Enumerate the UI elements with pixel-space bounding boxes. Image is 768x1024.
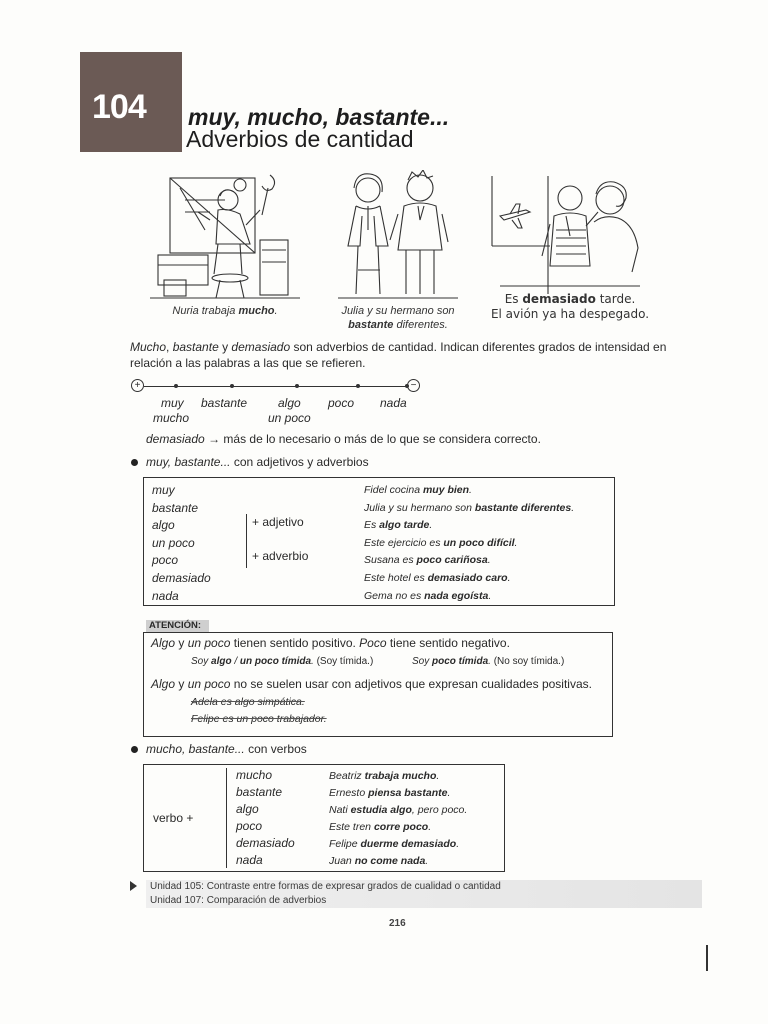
wrong-example-1: Adela es algo simpática. [191,696,305,708]
example-post: . [428,821,432,833]
example-post: . [436,770,440,782]
example-pre: Beatriz [329,770,365,782]
scale-dot [295,384,299,388]
example-post: . [571,501,575,514]
minus-icon: − [407,379,420,392]
intro-word-bastante: bastante [172,340,219,354]
bullet-icon [131,746,138,753]
atencion-i1: Algo [151,636,176,650]
example-post: . [514,536,518,549]
example-post: . [487,554,491,567]
example-row [329,768,467,785]
adverb-item: nada [152,588,179,603]
example-bold: corre poco [373,821,429,833]
example-post: , pero poco. [411,804,468,816]
example-row [364,588,574,606]
example-row [329,819,467,836]
caption-airport-line1 [490,292,650,307]
illustration-julia-brother [338,170,458,302]
example-list [364,482,574,605]
illustration-airport [490,176,650,296]
section1-italic: muy, bastante... [146,455,231,469]
example-bold: poco cariñosa [416,554,488,567]
atencion-t1: y [175,636,188,650]
caption-julia-bold: bastante [348,319,394,331]
atencion2-i2: un poco [187,677,231,691]
example-bold: bastante diferentes [474,501,572,514]
scale-label: un poco [268,411,311,425]
section1-rest: con adjetivos y adverbios [230,455,369,469]
atencion2-t2: no se suelen usar con adjetivos que expresan cualidades positivas. [230,677,592,691]
example-bold: demasiado caro [427,571,508,584]
atencion-t2: tienen sentido positivo. [230,636,360,650]
illustration-nuria-working [150,170,300,302]
example-bold: no come nada [354,855,426,867]
intro-paragraph [130,339,675,371]
adverb-item: algo [236,802,259,816]
ex1-b: algo [211,656,232,667]
unit-subtitle: Adverbios de cantidad [186,126,414,152]
example-post: . [447,787,451,799]
example-bold: piensa bastante [368,787,448,799]
atencion-line1 [151,636,510,650]
example-row [364,535,574,553]
example-pre: Este ejercicio es [364,536,444,549]
adverb-item: poco [236,819,263,833]
caption-julia-line2 [328,318,468,332]
verbo-label: verbo + [153,811,194,825]
table-divider [246,514,247,568]
example-pre: Es [364,519,380,532]
adverb-item: bastante [152,500,199,515]
example-post: . [429,519,433,532]
section2-rest: con verbos [244,742,307,756]
page-number: 216 [389,918,406,929]
scale-dot [356,384,360,388]
example-pre: Juan [329,855,355,867]
example-row [364,482,574,500]
caption-julia-post: diferentes. [393,319,448,331]
scale-label: muy [161,396,184,410]
example-pre: Este tren [329,821,374,833]
example-pre: Este hotel es [364,571,428,584]
example-row [364,517,574,535]
example-pre: Susana es [364,554,417,567]
atencion-label: ATENCIÓN: [146,620,209,632]
example-row [329,836,467,853]
adverb-item: muy [152,483,175,497]
caption-nuria-bold: mucho [238,305,275,317]
caption-airport-l1c: tarde. [595,292,636,306]
intro-word-demasiado: demasiado [231,340,291,354]
atencion-t3: tiene sentido negativo. [386,636,510,650]
adverb-item: bastante [236,785,283,799]
example-pre: Julia y su hermano son [364,501,475,514]
caption-nuria-pre: Nuria trabaja [172,305,239,317]
example-bold: trabaja mucho [364,770,437,782]
unit-title: muy, mucho, bastante... [188,104,450,130]
scale-dot [174,384,178,388]
caption-julia [328,304,468,332]
caption-nuria-post: . [274,305,278,317]
table-adverbs-adjectives [143,477,615,606]
adverb-item: nada [236,853,263,867]
atencion-line2 [151,677,592,691]
ex1-e: . [311,656,314,667]
plus-adverbio: + adverbio [252,549,309,563]
plus-icon: + [131,379,144,392]
example-pre: Fidel cocina [364,484,423,496]
ex2-d: (No soy tímida.) [490,656,565,667]
intro-sep2: y [218,340,232,354]
scale-dot [230,384,234,388]
caption-julia-line1: Julia y su hermano son [341,305,455,317]
table-adverbs-verbs [143,764,505,872]
demasiado-note [146,432,541,446]
arrow-icon: → [208,432,221,446]
scale-label: poco [328,396,355,410]
caption-nuria [160,304,290,318]
caption-airport-l1a: Es [504,292,523,306]
example-pre: Ernesto [329,787,369,799]
scale-dot [405,384,409,388]
example-post: . [488,589,492,602]
cross-references [130,880,700,910]
ex2-c: . [488,656,491,667]
reference-unit-105[interactable]: Unidad 105: Contraste entre formas de expresar grados de cualidad o cantidad [150,881,501,892]
atencion-example2 [412,656,564,667]
example-row [329,853,467,870]
atencion-box [143,632,613,737]
example-row [364,500,574,518]
ex1-f: (Soy tímida.) [313,656,374,667]
bullet-icon [131,459,138,466]
example-post: . [469,484,472,496]
demasiado-text: más de lo necesario o más de lo que se considera correcto. [220,432,541,446]
section-heading-adjetivos [131,455,369,469]
atencion-i3: Poco [359,636,387,650]
adverb-item: algo [152,518,175,533]
wrong-example-2: Felipe es un poco trabajador. [191,713,327,725]
example-bold: nada egoísta [424,589,489,602]
intro-rest: son adverbios de cantidad. Indican diferentes grados de intensidad en relación a las palabras a las que se refieren. [130,340,667,370]
reference-unit-107[interactable]: Unidad 107: Comparación de adverbios [150,895,327,906]
scale-label: nada [380,396,407,410]
example-bold: un poco difícil [443,536,515,549]
triangle-right-icon [130,881,137,891]
caption-airport-line2: El avión ya ha despegado. [490,307,650,321]
example-row [329,802,467,819]
ex1-a: Soy [191,656,212,667]
example-row [329,785,467,802]
example-list [329,768,467,870]
scale-label: bastante [201,396,248,410]
page-edge-mark [706,945,708,971]
example-row [364,570,574,588]
table-divider [226,768,227,868]
example-post: . [507,571,511,584]
section-heading-verbos [131,742,307,756]
example-bold: estudia algo [350,804,412,816]
caption-airport [490,292,650,322]
example-pre: Gema no es [364,589,425,602]
example-post: . [425,855,429,867]
atencion-i2: un poco [187,636,231,650]
demasiado-word: demasiado [146,432,205,446]
ex1-c: / [231,656,240,667]
scale-label: mucho [153,411,190,425]
ex2-a: Soy [412,656,433,667]
caption-airport-bold: demasiado [522,292,596,306]
intro-sep1: , [166,340,173,354]
example-post: . [456,838,460,850]
adverb-item: demasiado [236,836,295,850]
example-bold: duerme demasiado [360,838,457,850]
adverb-list [152,482,211,605]
scale-line [144,386,406,387]
example-pre: Nati [329,804,351,816]
example-pre: Felipe [329,838,361,850]
atencion2-t1: y [175,677,188,691]
adverb-item: demasiado [152,570,211,585]
unit-number: 104 [92,88,146,126]
scale-label: algo [278,396,301,410]
adverb-item: mucho [236,768,273,782]
intensity-scale [131,378,691,438]
example-bold: muy bien [422,484,470,496]
plus-adjetivo: + adjetivo [252,515,304,529]
intro-word-mucho: Mucho [130,340,167,354]
adverb-item: un poco [152,535,195,550]
atencion-example1 [191,656,373,667]
adverb-item: poco [152,553,179,568]
adverb-list [236,767,295,869]
ex2-b: poco tímida [432,656,489,667]
section2-italic: mucho, bastante... [146,742,245,756]
atencion2-i1: Algo [151,677,176,691]
example-row [364,552,574,570]
ex1-d: un poco tímida [239,656,312,667]
example-bold: algo tarde [379,519,430,532]
